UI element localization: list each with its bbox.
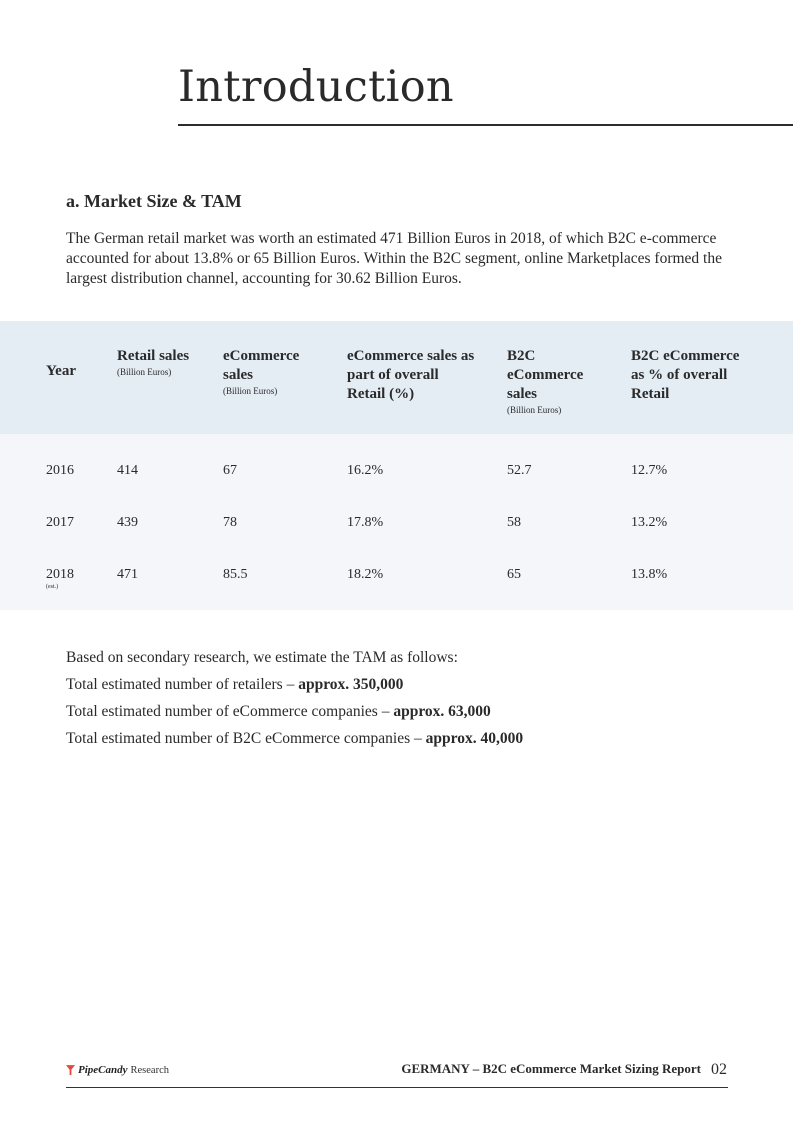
column-unit: (Billion Euros)	[223, 386, 278, 396]
cell-b2c-sales: 58	[507, 515, 521, 530]
cell-year: 2016	[46, 463, 74, 478]
column-header-b2c-pct: B2C eCommerce as % of overall Retail	[631, 348, 740, 402]
year-note: (est.)	[46, 584, 59, 590]
cell-year: 2017	[46, 515, 74, 530]
cell-b2c-sales: 65	[507, 567, 521, 582]
page-number: 02	[711, 1061, 727, 1078]
cell-ecommerce-sales: 85.5	[223, 567, 248, 582]
cell-b2c-pct: 12.7%	[631, 463, 668, 478]
tam-intro: Based on secondary research, we estimate the TAM as follows:	[66, 649, 458, 666]
tam-summary	[66, 644, 523, 752]
tam-value: approx. 40,000	[425, 730, 524, 747]
cell-retail-sales: 471	[117, 567, 138, 582]
footer-report-title: GERMANY – B2C eCommerce Market Sizing Report	[401, 1061, 701, 1076]
footer-brand-suffix: Research	[130, 1064, 169, 1076]
cell-ecommerce-sales: 67	[223, 463, 237, 478]
tam-line-b2c: Total estimated number of B2C eCommerce companies – approx. 40,000	[66, 730, 524, 747]
page-title: Introduction	[178, 62, 454, 112]
column-unit: (Billion Euros)	[507, 405, 562, 415]
tam-line-ecommerce: Total estimated number of eCommerce companies – approx. 63,000	[66, 703, 491, 720]
pipecandy-logo-icon	[66, 1065, 75, 1076]
cell-b2c-pct: 13.8%	[631, 567, 668, 582]
footer-logo	[66, 1064, 169, 1076]
cell-year: 2018 (est.)	[46, 567, 74, 590]
footer-brand: PipeCandy	[78, 1064, 128, 1076]
intro-paragraph: The German retail market was worth an estimated 471 Billion Euros in 2018, of which B2C e-commerce accounted for about 13.8% or 65 Billion Euros. Within the B2C segment, online Marketplaces formed the largest distribution channel, accounting for 30.62 Billion Euros.	[66, 230, 722, 287]
column-header-year: Year	[46, 363, 76, 379]
cell-b2c-pct: 13.2%	[631, 515, 668, 530]
tam-value: approx. 350,000	[298, 676, 404, 693]
title-divider	[178, 124, 793, 126]
section-heading: a. Market Size & TAM	[66, 191, 242, 211]
column-header-ecommerce-pct: eCommerce sales as part of overall Retail (%)	[347, 348, 475, 402]
tam-line-retailers: Total estimated number of retailers – approx. 350,000	[66, 676, 404, 693]
cell-ecommerce-pct: 16.2%	[347, 463, 384, 478]
column-unit: (Billion Euros)	[117, 367, 172, 377]
column-header-retail-sales: Retail sales (Billion Euros)	[117, 347, 197, 378]
cell-ecommerce-pct: 17.8%	[347, 515, 384, 530]
cell-b2c-sales: 52.7	[507, 463, 532, 478]
cell-ecommerce-sales: 78	[223, 515, 237, 530]
cell-retail-sales: 414	[117, 463, 138, 478]
tam-value: approx. 63,000	[393, 703, 491, 720]
cell-retail-sales: 439	[117, 515, 138, 530]
footer-divider	[66, 1087, 728, 1088]
column-header-ecommerce-sales: eCommerce sales (Billion Euros)	[223, 347, 318, 397]
cell-ecommerce-pct: 18.2%	[347, 567, 384, 582]
column-header-b2c-sales: B2C eCommerce sales (Billion Euros)	[507, 347, 597, 416]
